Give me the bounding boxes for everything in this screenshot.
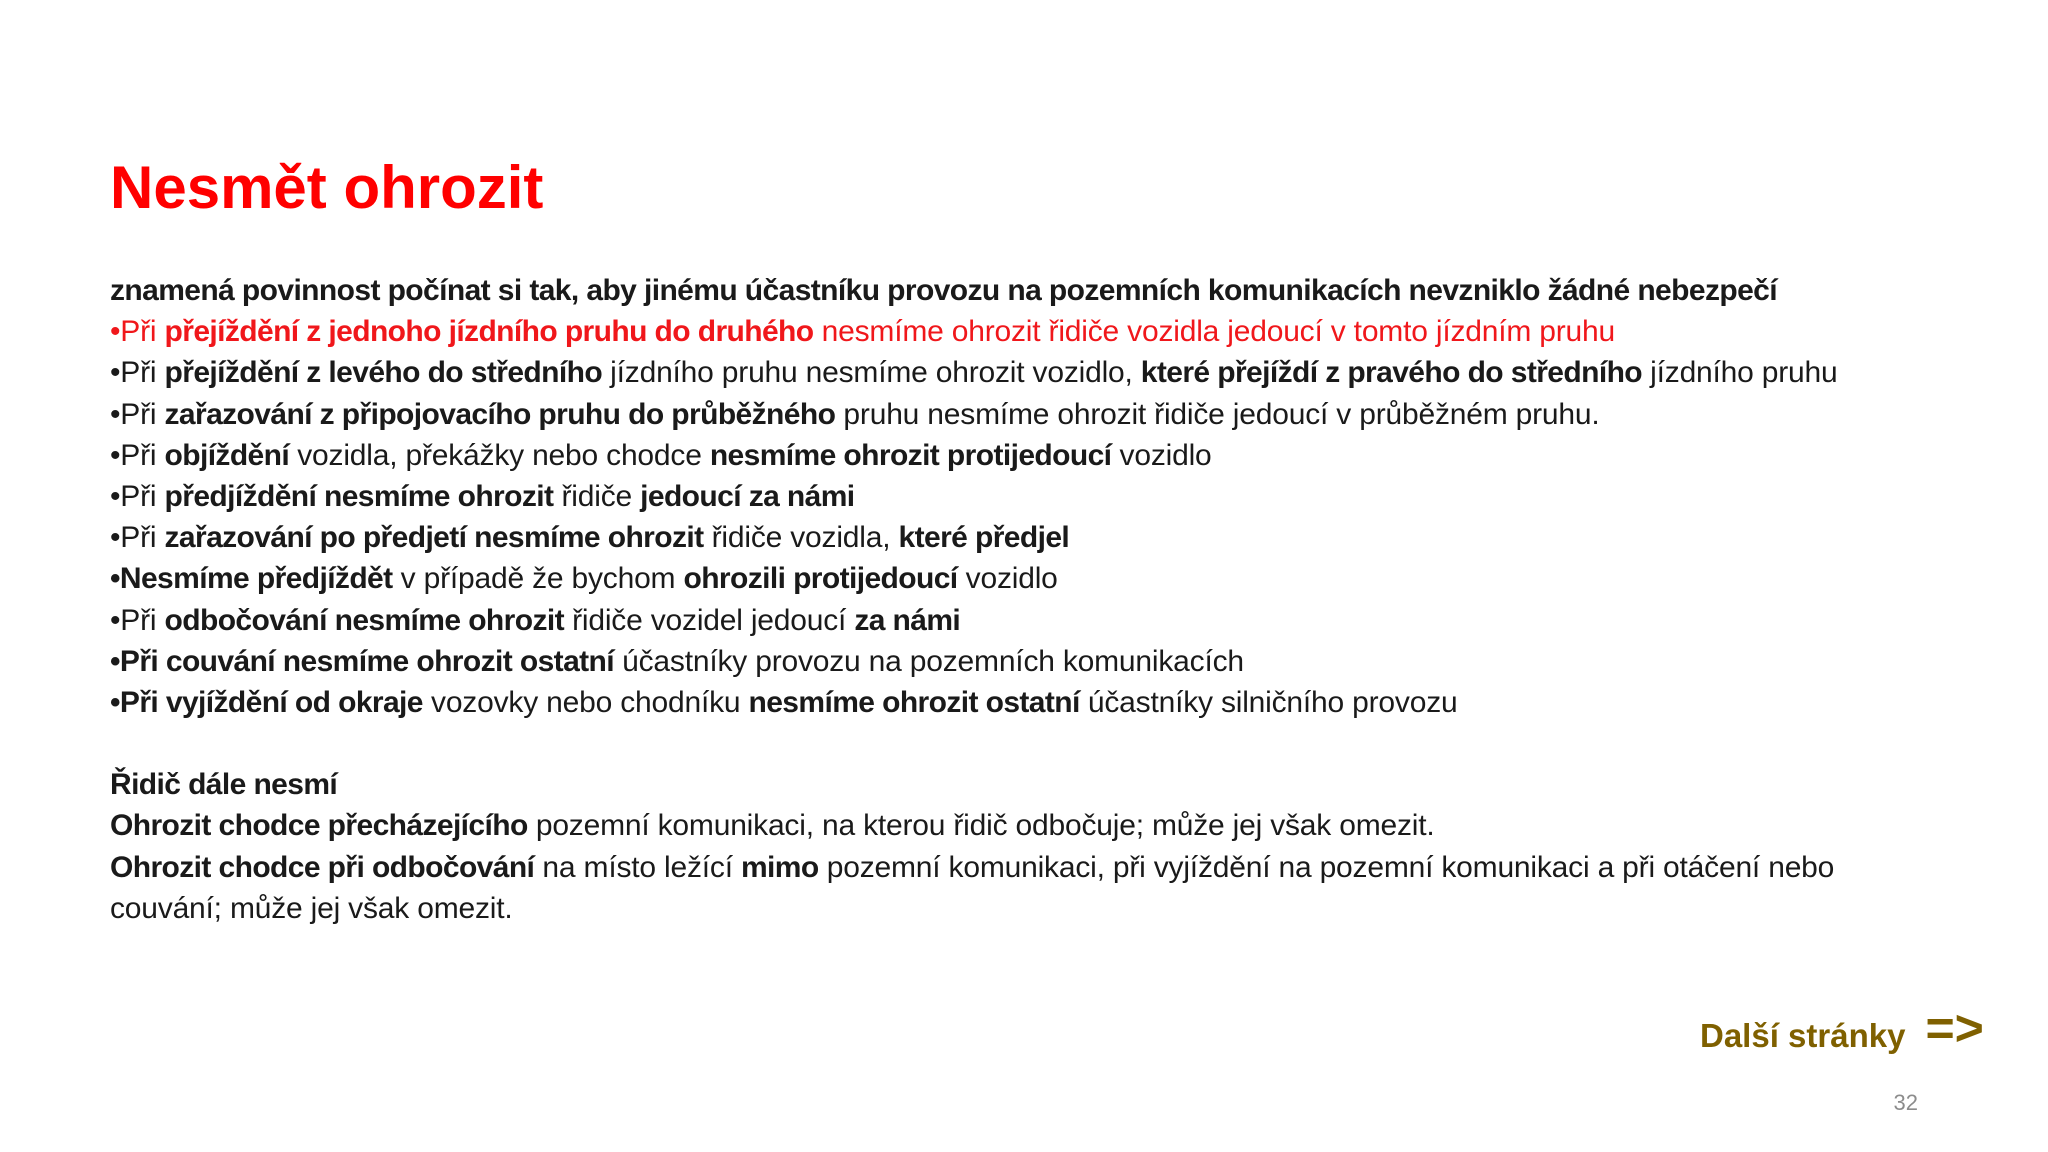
- arrow-right-icon[interactable]: =>: [1925, 1000, 1984, 1056]
- bullet-item: •Při objíždění vozidla, překážky nebo chodce nesmíme ohrozit protijedoucí vozidlo: [110, 438, 1212, 472]
- bullet-item: •Při přejíždění z jednoho jízdního pruhu do druhého nesmíme ohrozit řidiče vozidla jedoucí v tomto jízdním pruhu: [110, 315, 1616, 349]
- rule-item: Ohrozit chodce přecházejícího pozemní komunikaci, na kterou řidič odbočuje; může jej však omezit.: [110, 809, 1435, 843]
- bullet-item: •Nesmíme předjíždět v případě že bychom ohrozili protijedoucí vozidlo: [110, 562, 1058, 596]
- bullet-item: •Při zařazování po předjetí nesmíme ohrozit řidiče vozidla, které předjel: [110, 521, 1070, 555]
- bullet-item: •Při odbočování nesmíme ohrozit řidiče vozidel jedoucí za námi: [110, 603, 961, 637]
- bullet-item: •Při zařazování z připojovacího pruhu do průběžného pruhu nesmíme ohrozit řidiče jedoucí v průběžném pruhu.: [110, 397, 1600, 431]
- rule-item: Ohrozit chodce při odbočování na místo ležící mimo pozemní komunikaci, při vyjíždění na pozemní komunikaci a při otáčení nebo couvání; může jej však omezit.: [110, 850, 1835, 925]
- bullet-item: •Při předjíždění nesmíme ohrozit řidiče jedoucí za námi: [110, 479, 855, 513]
- bullet-item: •Při vyjíždění od okraje vozovky nebo chodníku nesmíme ohrozit ostatní účastníky silničního provozu: [110, 685, 1458, 719]
- next-pages-link[interactable]: [1700, 1000, 1984, 1066]
- bullet-item: •Při couvání nesmíme ohrozit ostatní účastníky provozu na pozemních komunikacích: [110, 644, 1244, 678]
- next-pages-label[interactable]: Další stránky: [1700, 1017, 1906, 1054]
- intro-line: [110, 270, 1990, 311]
- slide-title: Nesmět ohrozit: [110, 154, 544, 221]
- subheading: Řidič dále nesmí: [110, 768, 338, 802]
- spacer: [110, 723, 1990, 764]
- slide-body: [110, 270, 1990, 929]
- bullet-item: •Při přejíždění z levého do středního jízdního pruhu nesmíme ohrozit vozidlo, které přejíždí z pravého do středního jízdního pruhu: [110, 356, 1838, 390]
- intro-text: znamená povinnost počínat si tak, aby jinému účastníku provozu na pozemních komunikacích nevzniklo žádné nebezpečí: [110, 274, 1777, 307]
- page-number: 32: [1893, 1090, 1918, 1115]
